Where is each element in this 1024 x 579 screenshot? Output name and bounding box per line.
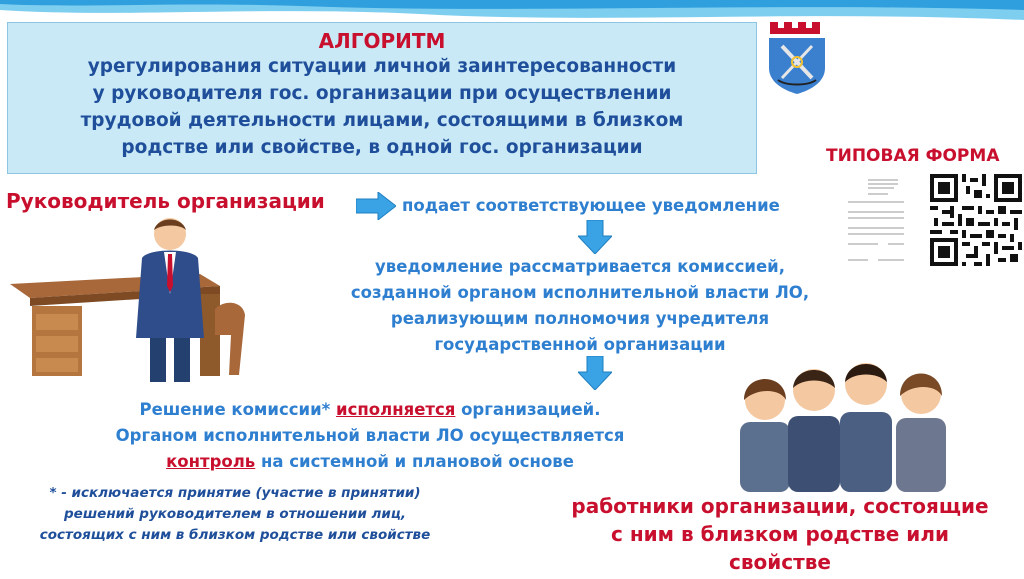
- coat-of-arms-icon: [766, 18, 828, 94]
- step3-text: организацией.: [455, 400, 601, 419]
- step2-line: реализующим полномочия учредителя: [390, 309, 770, 328]
- footnote-line: состоящих с ним в близком родстве или свойстве: [39, 527, 431, 543]
- step-commission-review: [300, 254, 860, 358]
- step-notification: подает соответствующее уведомление: [402, 196, 780, 215]
- step3-text: на системной и плановой основе: [255, 452, 574, 471]
- actor-label: Руководитель организации: [6, 189, 325, 213]
- control-word: контроль: [166, 452, 256, 471]
- step3-line: [60, 397, 680, 423]
- footnote: [0, 483, 470, 546]
- subtitle-line: у руководителя гос. организации при осуществлении: [92, 83, 672, 104]
- subtitle-line: урегулирования ситуации личной заинтересованности: [87, 56, 677, 77]
- qr-code-icon[interactable]: [930, 174, 1022, 266]
- subtitle-line: родстве или свойстве, в одной гос. организации: [121, 137, 643, 158]
- arrow-down-icon: [578, 220, 612, 254]
- step-decision: [60, 397, 680, 475]
- step3-line: [60, 449, 680, 475]
- workers-line: свойстве: [729, 550, 831, 574]
- arrow-right-icon: [356, 192, 396, 220]
- step2-line: уведомление рассматривается комиссией,: [375, 257, 785, 276]
- footnote-line: решений руководителем в отношении лиц,: [64, 506, 406, 522]
- step3-line: Органом исполнительной власти ЛО осуществляется: [115, 426, 625, 445]
- step3-text: Решение комиссии*: [139, 400, 337, 419]
- step2-line: государственной организации: [434, 335, 726, 354]
- page-title: АЛГОРИТМ: [318, 29, 446, 53]
- workers-line: работники организации, состоящие: [571, 494, 989, 518]
- step2-line: созданной органом исполнительной власти ЛО,: [350, 283, 810, 302]
- workers-line: с ним в близком родстве или: [611, 522, 949, 546]
- manager-illustration: [10, 214, 260, 384]
- typical-form-label: ТИПОВАЯ ФОРМА: [826, 146, 1000, 166]
- workers-illustration: [740, 352, 972, 492]
- arrow-down-icon: [578, 356, 612, 390]
- workers-caption: [550, 492, 1010, 576]
- title-box: [7, 22, 757, 174]
- footnote-line: * - исключается принятие (участие в принятии): [49, 485, 421, 501]
- executed-word: исполняется: [336, 400, 456, 419]
- subtitle-line: трудовой деятельности лицами, состоящими в близком: [80, 110, 684, 131]
